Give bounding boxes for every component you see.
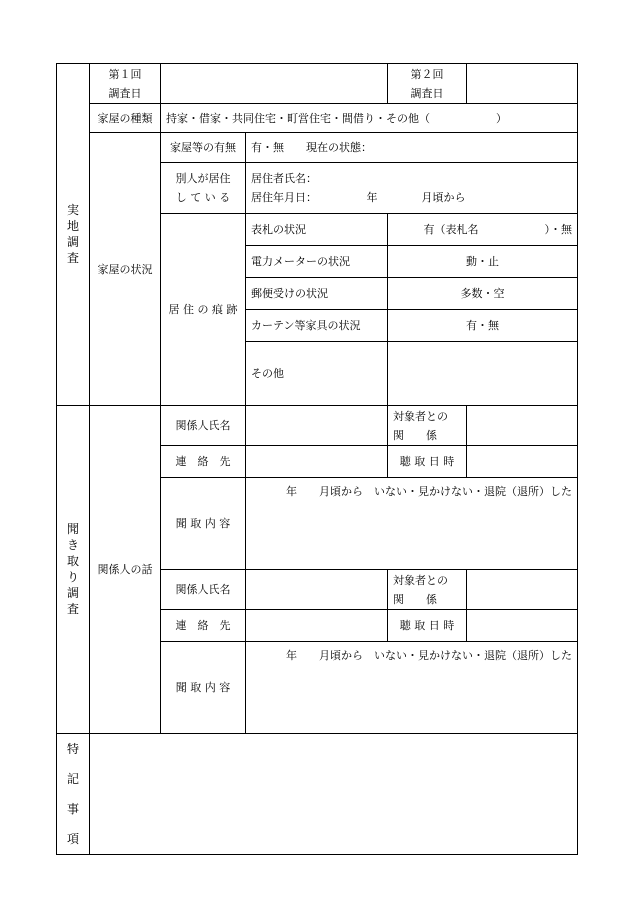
related-person-name-label: 関係人氏名 [161,570,246,610]
relation-field[interactable] [467,406,578,446]
house-existence-field[interactable]: 有・無 現在の状態： [246,133,578,163]
trace-item: カーテン等家具の状況 [246,310,388,342]
section-tokki-label: 特記事項 [57,734,90,855]
meter-status-field[interactable]: 動・止 [388,246,578,278]
special-notes-field[interactable] [90,734,578,855]
interview-label: 関係人の話 [90,406,161,734]
first-survey-date-field[interactable] [161,64,388,104]
second-survey-date-field[interactable] [467,64,578,104]
mailbox-status-field[interactable]: 多数・空 [388,278,578,310]
relation-label: 対象者との 関 係 [388,570,467,610]
contact-field[interactable] [246,446,388,478]
hearing-date-label: 聴 取 日 時 [388,610,467,642]
trace-item: 郵便受けの状況 [246,278,388,310]
contact-field[interactable] [246,610,388,642]
house-type-options[interactable]: 持家・借家・共同住宅・町営住宅・間借り・その他（ ） [161,104,578,133]
relation-label: 対象者との 関 係 [388,406,467,446]
related-person-name-field[interactable] [246,570,388,610]
trace-item: 表札の状況 [246,214,388,246]
related-person-name-field[interactable] [246,406,388,446]
section-jitchi-label: 実地調査 [57,64,90,406]
hearing-date-field[interactable] [467,446,578,478]
hearing-date-label: 聴 取 日 時 [388,446,467,478]
curtain-status-field[interactable]: 有・無 [388,310,578,342]
house-type-label: 家屋の種類 [90,104,161,133]
survey-form [56,63,578,855]
hearing-content-field[interactable]: 年 月頃から いない・見かけない・退院（退所）した [246,478,578,570]
related-person-name-label: 関係人氏名 [161,406,246,446]
hearing-content-label: 聞 取 内 容 [161,642,246,734]
contact-label: 連 絡 先 [161,446,246,478]
house-status-label: 家屋の状況 [90,133,161,406]
first-survey-label: 第１回 調査日 [90,64,161,104]
resident-info-field[interactable]: 居住者氏名： 居住年月日： 年 月頃から [246,163,578,214]
trace-item: 電力メーターの状況 [246,246,388,278]
hearing-content-field[interactable]: 年 月頃から いない・見かけない・退院（退所）した [246,642,578,734]
house-existence-label: 家屋等の有無 [161,133,246,163]
hearing-content-label: 聞 取 内 容 [161,478,246,570]
relation-field[interactable] [467,570,578,610]
hearing-date-field[interactable] [467,610,578,642]
contact-label: 連 絡 先 [161,610,246,642]
traces-label: 居 住 の 痕 跡 [161,214,246,406]
other-trace-field[interactable] [388,342,578,406]
trace-item: その他 [246,342,388,406]
nameplate-status-field[interactable]: 有（表札名 ）・無 [388,214,578,246]
second-survey-label: 第２回 調査日 [388,64,467,104]
other-resident-label: 別人が居住 し て い る [161,163,246,214]
section-kikitori-label: 聞き取り調査 [57,406,90,734]
